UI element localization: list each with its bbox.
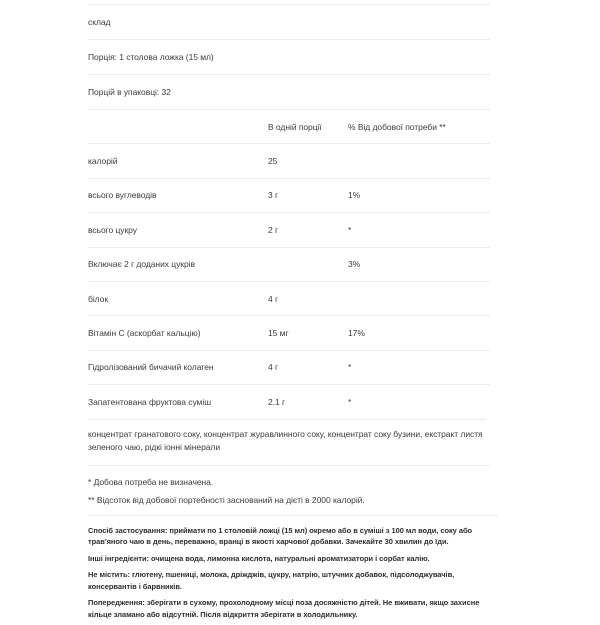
servings-per-container-row	[88, 74, 490, 109]
supplement-facts-panel	[88, 4, 490, 625]
nutrient-name: всього цукру	[88, 224, 137, 235]
nutrient-row-added-sugars	[88, 247, 490, 281]
nutrient-row-calories	[88, 143, 490, 177]
servings-per-container-text: Порцій в упаковці: 32	[88, 87, 171, 97]
directions-paragraph: Спосіб застосування: приймати по 1 столовій ложці (15 мл) окремо або в суміші з 100 мл води, соку або трав'яного чаю в день, переважно, вранці в якості харчової добавки. Зачекайте 30 хвилин до їди.	[88, 525, 473, 547]
footnote-percent-daily-value: ** Відсоток від добової портебності заснований на дієті в 2000 калорій.	[88, 494, 365, 505]
nutrient-daily-value: 1%	[348, 190, 361, 201]
nutrient-row-total-sugar	[88, 212, 490, 246]
nutrient-name: Запатентована фруктова суміш	[88, 396, 211, 407]
nutrient-name: Включає 2 г доданих цукрів	[88, 259, 195, 270]
contains-no-paragraph: Не містить: глютену, пшениці, молока, дріжджів, цукру, натрію, штучних добавок, підсолоджувачів, консервантів і барвників.	[88, 570, 455, 591]
nutrient-amount: 4 г	[268, 293, 279, 304]
warning-paragraph: Попередження: зберігати в сухому, прохолодному місці поза досяжністю дітей. Не вживати, якщо захисне кільце зламано або відсутній. Після відкриття зберігати в холодильнику.	[88, 598, 480, 619]
nutrient-name: калорій	[88, 156, 118, 167]
nutrient-amount: 2.1 г	[268, 396, 286, 407]
nutrient-amount: 15 мг	[268, 328, 289, 339]
nutrient-name: білок	[88, 293, 109, 304]
col-header-daily-value: % Від добової потреби **	[348, 121, 446, 132]
nutrient-row-fruit-blend	[88, 384, 490, 418]
nutrient-name: всього вуглеводів	[88, 190, 157, 201]
nutrient-daily-value: 17%	[348, 328, 365, 339]
nutrient-daily-value: *	[348, 224, 352, 235]
nutrient-amount: 25	[268, 156, 278, 167]
nutrient-name: Вітамін С (аскорбат кальцію)	[88, 328, 201, 339]
nutrient-row-vitamin-c	[88, 315, 490, 349]
other-ingredients-paragraph: Інші інгредієнти: очищена вода, лимонна кислота, натуральні ароматизатори і сорбат калію.	[88, 553, 430, 563]
nutrient-amount: 4 г	[268, 362, 279, 373]
nutrient-row-total-carbs	[88, 178, 490, 212]
nutrient-row-collagen	[88, 350, 490, 384]
nutrient-daily-value: *	[348, 396, 352, 407]
table-header-row	[88, 109, 490, 143]
footnote-daily-value-not-established: * Добова потреба не визначена.	[88, 476, 214, 487]
nutrient-amount: 3 г	[268, 190, 279, 201]
nutrient-row-protein	[88, 281, 490, 315]
nutrient-daily-value: 3%	[348, 259, 361, 270]
composition-heading: склад	[88, 17, 111, 27]
nutrient-daily-value: *	[348, 362, 352, 373]
nutrition-table	[88, 109, 490, 419]
composition-heading-row	[88, 4, 490, 39]
col-header-amount: В одній порції	[268, 121, 322, 132]
usage-info-block	[88, 515, 498, 621]
serving-size-row	[88, 39, 490, 74]
fruit-blend-ingredients: концентрат гранатового соку, концентрат журавлинного соку, концентрат соку бузини, екстракт листя зеленого чаю, рідкі іонні мінерали	[88, 419, 486, 465]
nutrient-amount: 2 г	[268, 224, 279, 235]
nutrient-name: Гідролізований бичачий колаген	[88, 362, 214, 373]
serving-size-text: Порція: 1 столова ложка (15 мл)	[88, 52, 214, 62]
footnotes-block	[88, 465, 490, 515]
